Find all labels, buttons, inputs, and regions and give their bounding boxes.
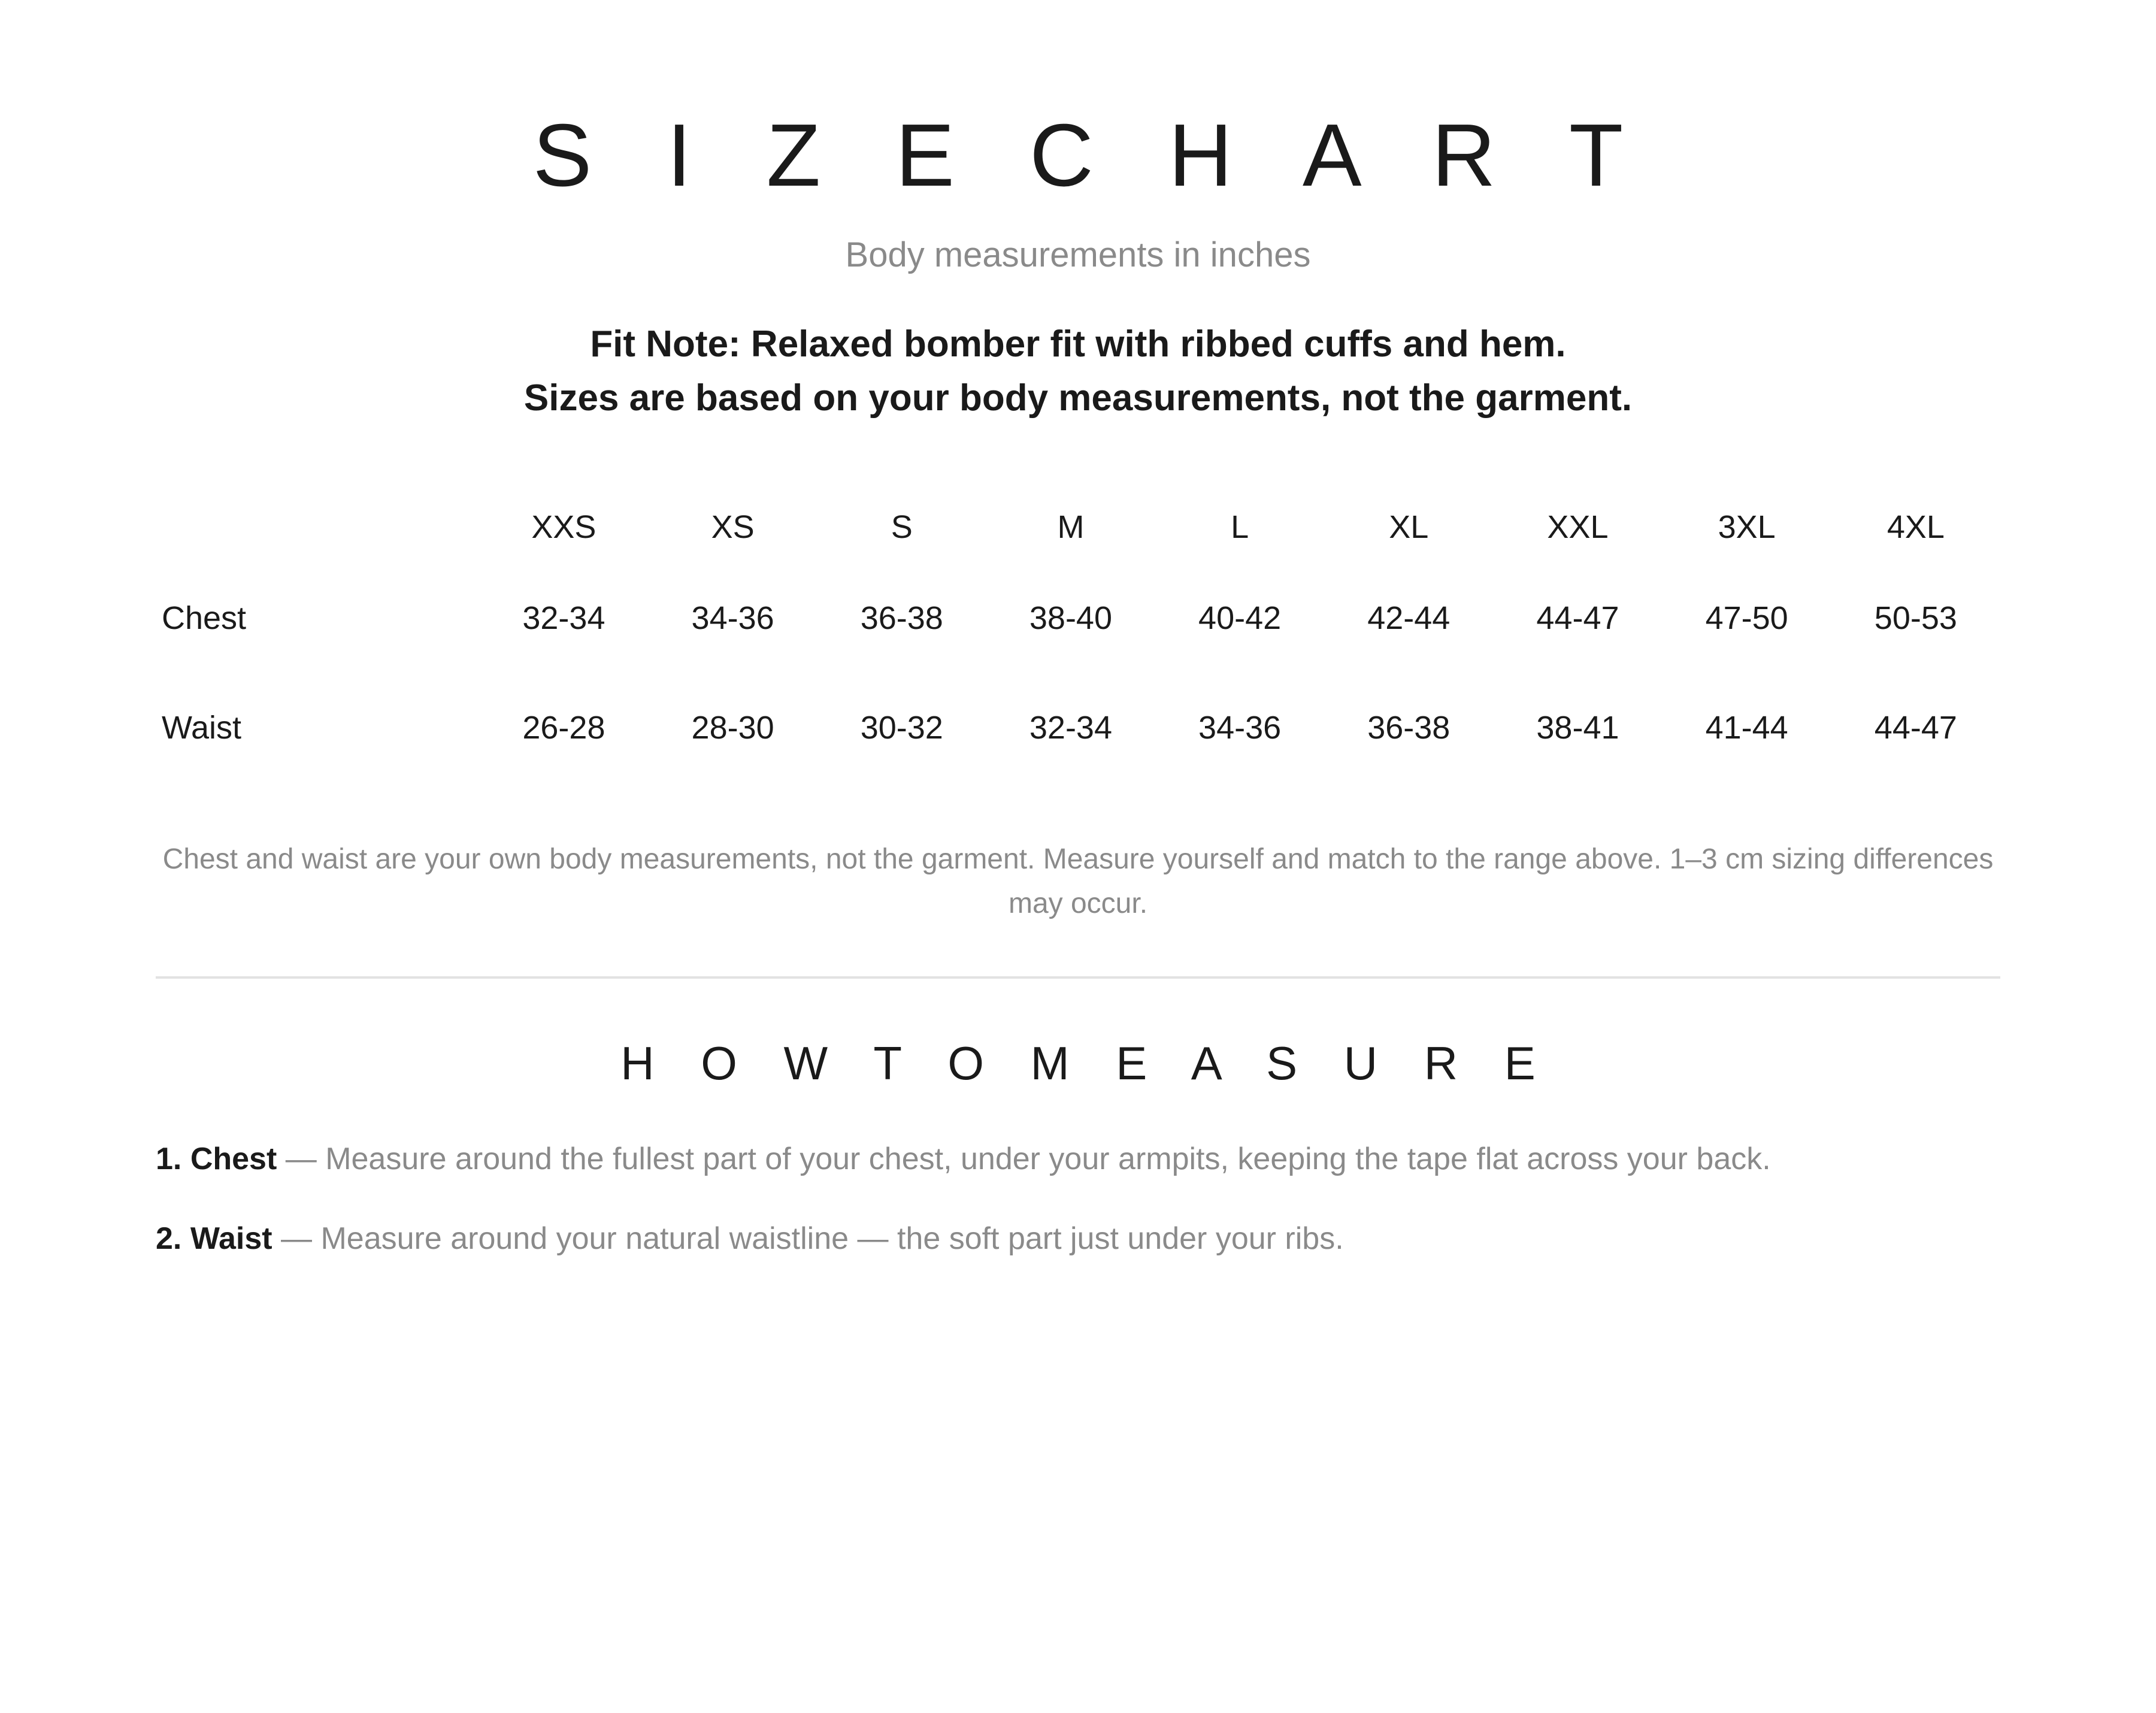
list-item (156, 1215, 2000, 1263)
size-header: L (1231, 509, 1249, 545)
step-description: — Measure around the fullest part of your chest, under your armpits, keeping the tape flat across your back. (277, 1142, 1771, 1176)
table-cell: 26-28 (522, 709, 605, 746)
fit-note (156, 317, 2000, 425)
step-name: 2. Waist (156, 1221, 272, 1256)
page-subtitle: Body measurements in inches (845, 235, 1311, 274)
table-cell: 34-36 (691, 600, 774, 636)
table-cell: 42-44 (1367, 600, 1451, 636)
size-header-row (156, 491, 2000, 563)
step-description: — Measure around your natural waistline — the soft part just under your ribs. (272, 1221, 1344, 1256)
section-divider (156, 976, 2000, 979)
table-cell: 38-41 (1536, 709, 1619, 746)
table-row-waist (156, 673, 2000, 782)
row-label: Chest (162, 600, 247, 636)
table-cell: 32-34 (522, 600, 605, 636)
fit-note-line-2: Sizes are based on your body measurements, not the garment. (523, 377, 1633, 419)
size-header: XXS (531, 509, 596, 545)
table-cell: 44-47 (1874, 709, 1957, 746)
corner-cell (156, 491, 479, 563)
size-header: 4XL (1886, 509, 1945, 545)
row-label: Waist (162, 709, 241, 746)
table-cell: 32-34 (1029, 709, 1112, 746)
list-item (156, 1135, 2000, 1183)
size-header: S (891, 509, 913, 545)
sizing-disclaimer: Chest and waist are your own body measurements, not the garment. Measure yourself and match to the range above. 1–3 cm sizing differences may occur. (162, 843, 1994, 919)
table-row-chest (156, 563, 2000, 673)
size-header: XXL (1547, 509, 1609, 545)
table-cell: 28-30 (691, 709, 774, 746)
table-cell: 36-38 (1367, 709, 1451, 746)
table-cell: 30-32 (860, 709, 943, 746)
size-header: M (1057, 509, 1085, 545)
size-table (156, 491, 2000, 782)
size-header: 3XL (1718, 509, 1776, 545)
table-cell: 41-44 (1705, 709, 1788, 746)
table-cell: 50-53 (1874, 600, 1957, 636)
page-title: S I Z E C H A R T (532, 106, 1649, 205)
how-to-measure-title: H O W T O M E A S U R E (620, 1037, 1552, 1089)
table-cell: 47-50 (1705, 600, 1788, 636)
size-header: XL (1389, 509, 1429, 545)
table-cell: 34-36 (1198, 709, 1282, 746)
table-cell: 40-42 (1198, 600, 1282, 636)
size-header: XS (711, 509, 755, 545)
table-cell: 44-47 (1536, 600, 1619, 636)
measure-steps-list (156, 1135, 2000, 1294)
table-cell: 36-38 (860, 600, 943, 636)
step-name: 1. Chest (156, 1142, 277, 1176)
fit-note-line-1: Fit Note: Relaxed bomber fit with ribbed cuffs and hem. (590, 323, 1566, 365)
table-cell: 38-40 (1029, 600, 1112, 636)
